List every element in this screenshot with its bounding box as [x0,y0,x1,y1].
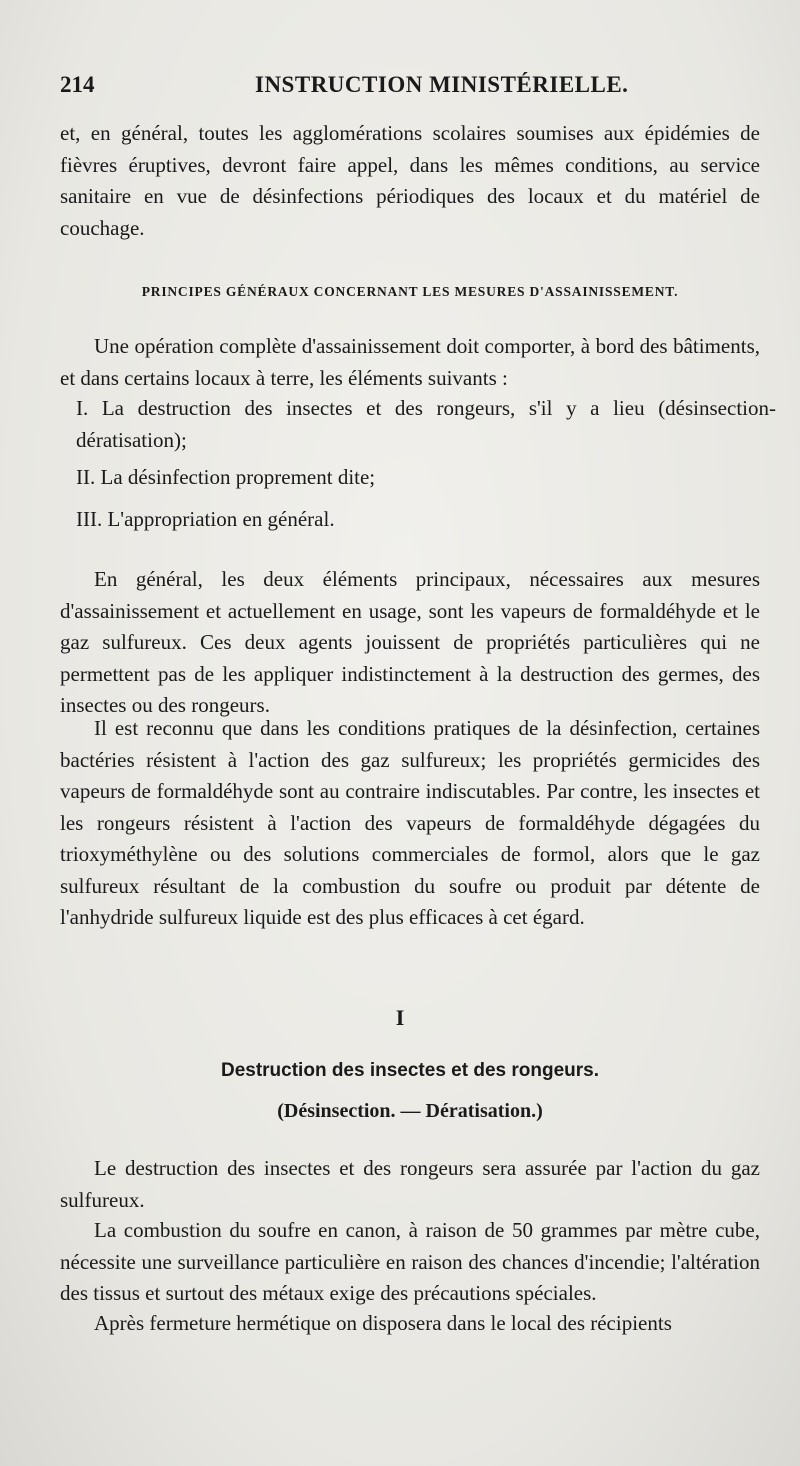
general-paragraph: En général, les deux éléments principaux, nécessaires aux mesures d'assainissement et actuellement en usage, sont les vapeurs de formaldéhyde et le gaz sulfureux. Ces deux agents jouissent de propriétés particulières qui ne permettent pas de les appliquer indistinctement à la destruction des germes, des insectes ou des rongeurs. [60,567,760,717]
element-item-2: II. La désinfection proprement dite; [76,465,376,489]
reconnu-paragraph: Il est reconnu que dans les conditions pratiques de la désinfection, certaines bactéries résistent à l'action des gaz sulfureux; les propriétés germicides des vapeurs de formaldéhyde sont au contraire indiscutables. Par contre, les insectes et les rongeurs résistent à l'action des vapeurs de formaldéhyde dégagées du trioxyméthylène ou des solutions commerciales de formol, alors que le gaz sulfureux résultant de la combustion du soufre ou produit par détente de l'anhydride sulfureux liquide est des plus efficaces à cet égard. [60,716,760,929]
section-subtitle: (Désinsection. — Dératisation.) [277,1100,543,1122]
element-item-3: III. L'appropriation en général. [76,507,335,531]
fermeture-paragraph: Après fermeture hermétique on disposera dans le local des récipients [94,1311,672,1335]
destruction-paragraph: Le destruction des insectes et des rongeurs sera assurée par l'action du gaz sulfureux. [60,1156,760,1212]
section-title: Destruction des insectes et des rongeurs. [220,1060,599,1081]
combustion-paragraph: La combustion du soufre en canon, à raison de 50 grammes par mètre cube, nécessite une surveillance particulière en raison des chances d'incendie; l'altération des tissus et surtout des métaux exige des précautions spéciales. [60,1218,760,1305]
element-item-1: I. La destruction des insectes et des rongeurs, s'il y a lieu (désinsection-dératisation); [76,396,776,452]
operation-paragraph: Une opération complète d'assainissement doit comporter, à bord des bâtiments, et dans certains locaux à terre, les éléments suivants : [60,334,760,390]
page-header [60,72,760,106]
running-title: INSTRUCTION MINISTÉRIELLE. [255,72,629,97]
principes-heading: PRINCIPES GÉNÉRAUX CONCERNANT LES MESURES D'ASSAINISSEMENT. [141,284,679,299]
intro-paragraph: et, en général, toutes les agglomérations scolaires soumises aux épidémies de fièvres éruptives, devront faire appel, dans les mêmes conditions, au service sanitaire en vue de désinfections périodiques des locaux et du matériel de couchage. [60,121,760,240]
section-numeral: I [395,1005,405,1030]
page-number: 214 [60,72,95,97]
